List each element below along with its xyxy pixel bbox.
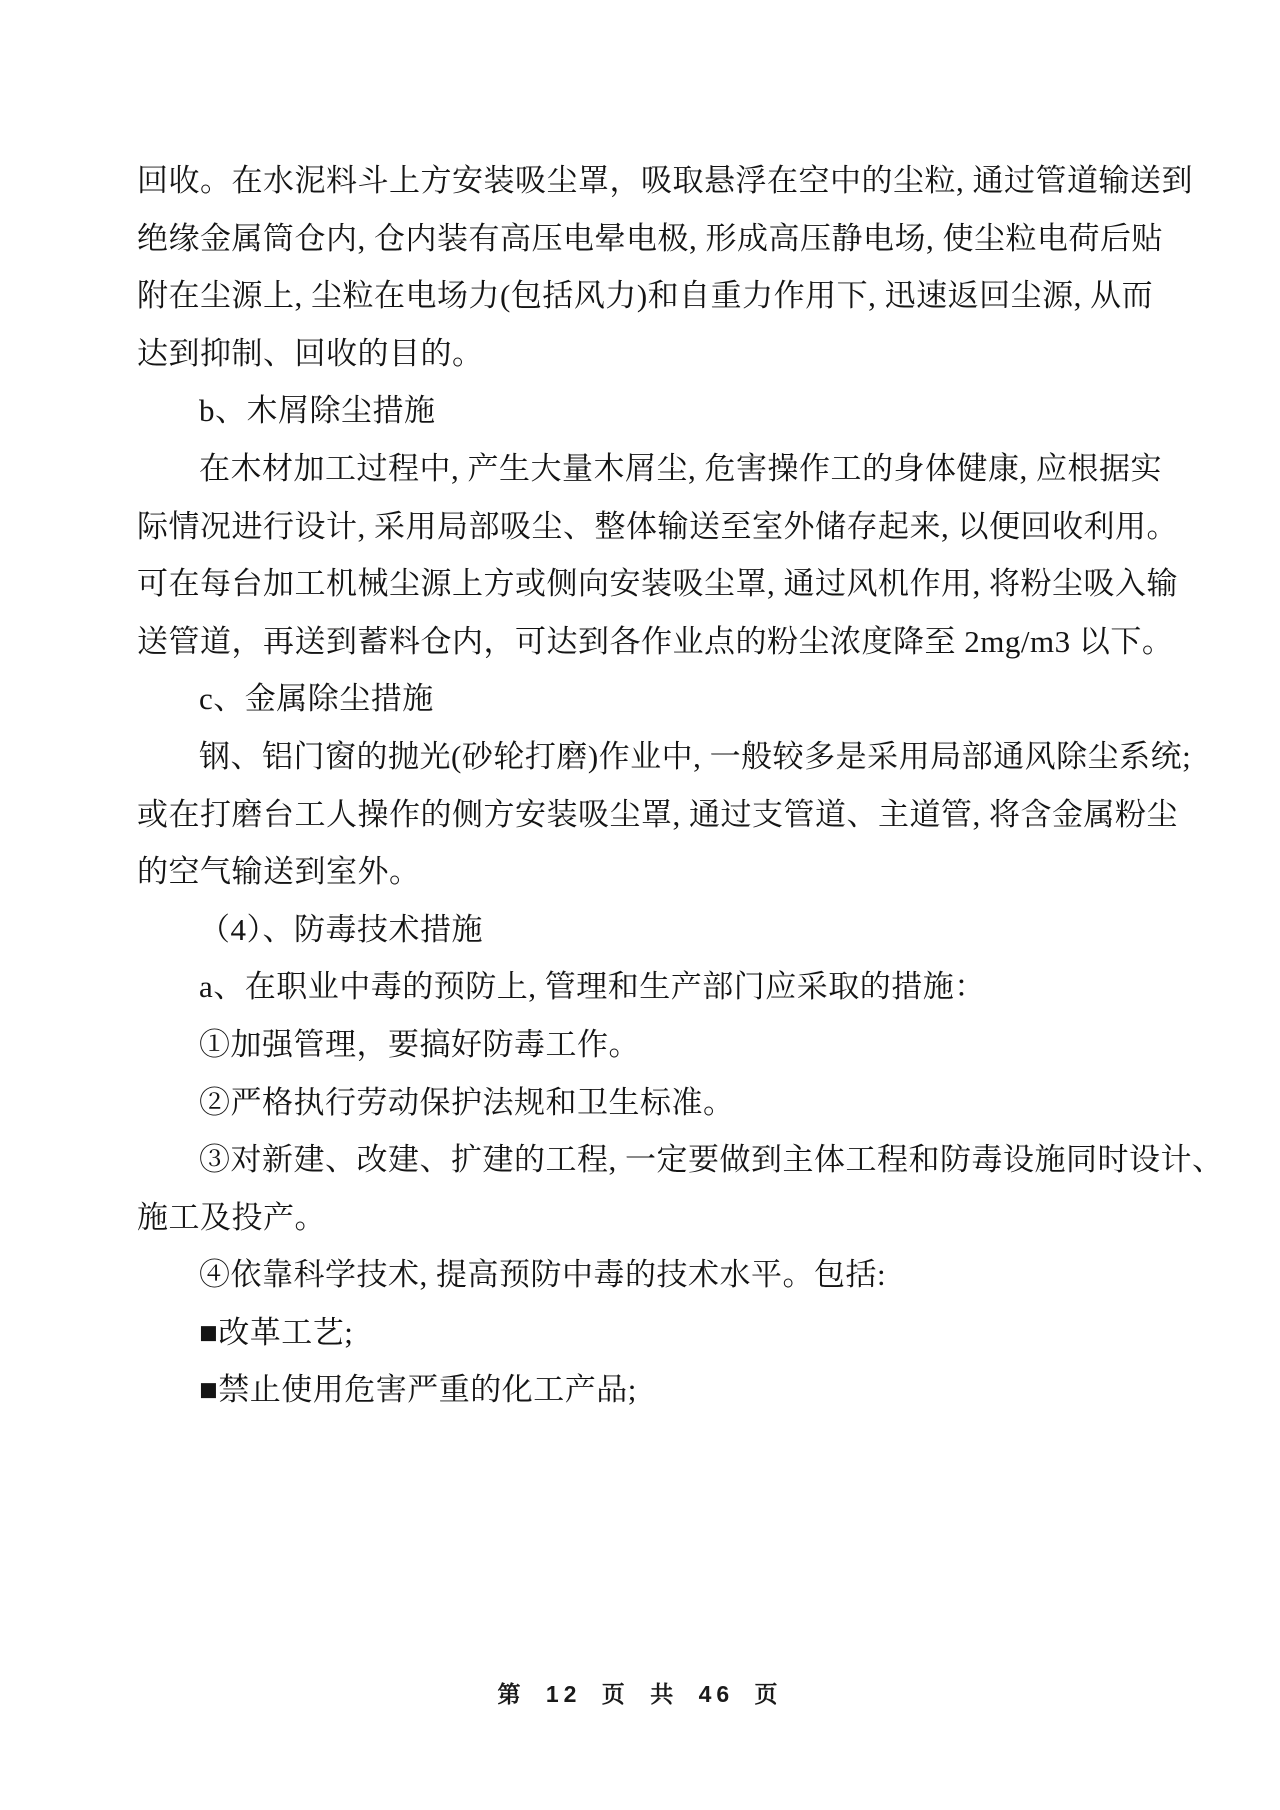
text-line: 在木材加工过程中, 产生大量木屑尘, 危害操作工的身体健康, 应根据实 (199, 450, 1162, 486)
text-line: 的空气输送到室外。 (137, 854, 421, 890)
numbered-item-3: ③对新建、改建、扩建的工程, 一定要做到主体工程和防毒设施同时设计、 (199, 1142, 1224, 1178)
text-line: 钢、铝门窗的抛光(砂轮打磨)作业中, 一般较多是采用局部通风除尘系统; (199, 738, 1192, 774)
bullet-item: ■改革工艺; (199, 1314, 354, 1350)
text-line: 施工及投产。 (137, 1199, 326, 1235)
document-body (137, 152, 1224, 1419)
section-heading-b: b、木屑除尘措施 (199, 393, 436, 429)
page-number-footer: 第 12 页 共 46 页 (497, 1681, 783, 1707)
bullet-item: ■禁止使用危害严重的化工产品; (199, 1372, 637, 1408)
text-line: a、在职业中毒的预防上, 管理和生产部门应采取的措施： (199, 969, 986, 1005)
text-line: 绝缘金属筒仓内, 仓内装有高压电晕电极, 形成高压静电场, 使尘粒电荷后贴 (137, 220, 1163, 256)
text-line: 达到抑制、回收的目的。 (137, 335, 484, 371)
numbered-item-1: ①加强管理，要搞好防毒工作。 (199, 1026, 640, 1062)
text-line: 际情况进行设计, 采用局部吸尘、整体输送至室外储存起来, 以便回收利用。 (137, 508, 1178, 544)
numbered-item-2: ②严格执行劳动保护法规和卫生标准。 (199, 1084, 735, 1120)
text-line: 或在打磨台工人操作的侧方安装吸尘罩, 通过支管道、主道管, 将含金属粉尘 (137, 796, 1178, 832)
section-heading-4: （4）、防毒技术措施 (199, 911, 483, 947)
text-line: 可在每台加工机械尘源上方或侧向安装吸尘罩, 通过风机作用, 将粉尘吸入输 (137, 566, 1178, 602)
text-line: 送管道，再送到蓄料仓内，可达到各作业点的粉尘浓度降至 2mg/m3 以下。 (137, 623, 1174, 659)
text-line: 回收。在水泥料斗上方安装吸尘罩，吸取悬浮在空中的尘粒, 通过管道输送到 (137, 163, 1193, 198)
numbered-item-4: ④依靠科学技术, 提高预防中毒的技术水平。包括: (199, 1257, 887, 1293)
text-line: 附在尘源上, 尘粒在电场力(包括风力)和自重力作用下, 迅速返回尘源, 从而 (137, 278, 1154, 314)
section-heading-c: c、金属除尘措施 (199, 681, 434, 717)
